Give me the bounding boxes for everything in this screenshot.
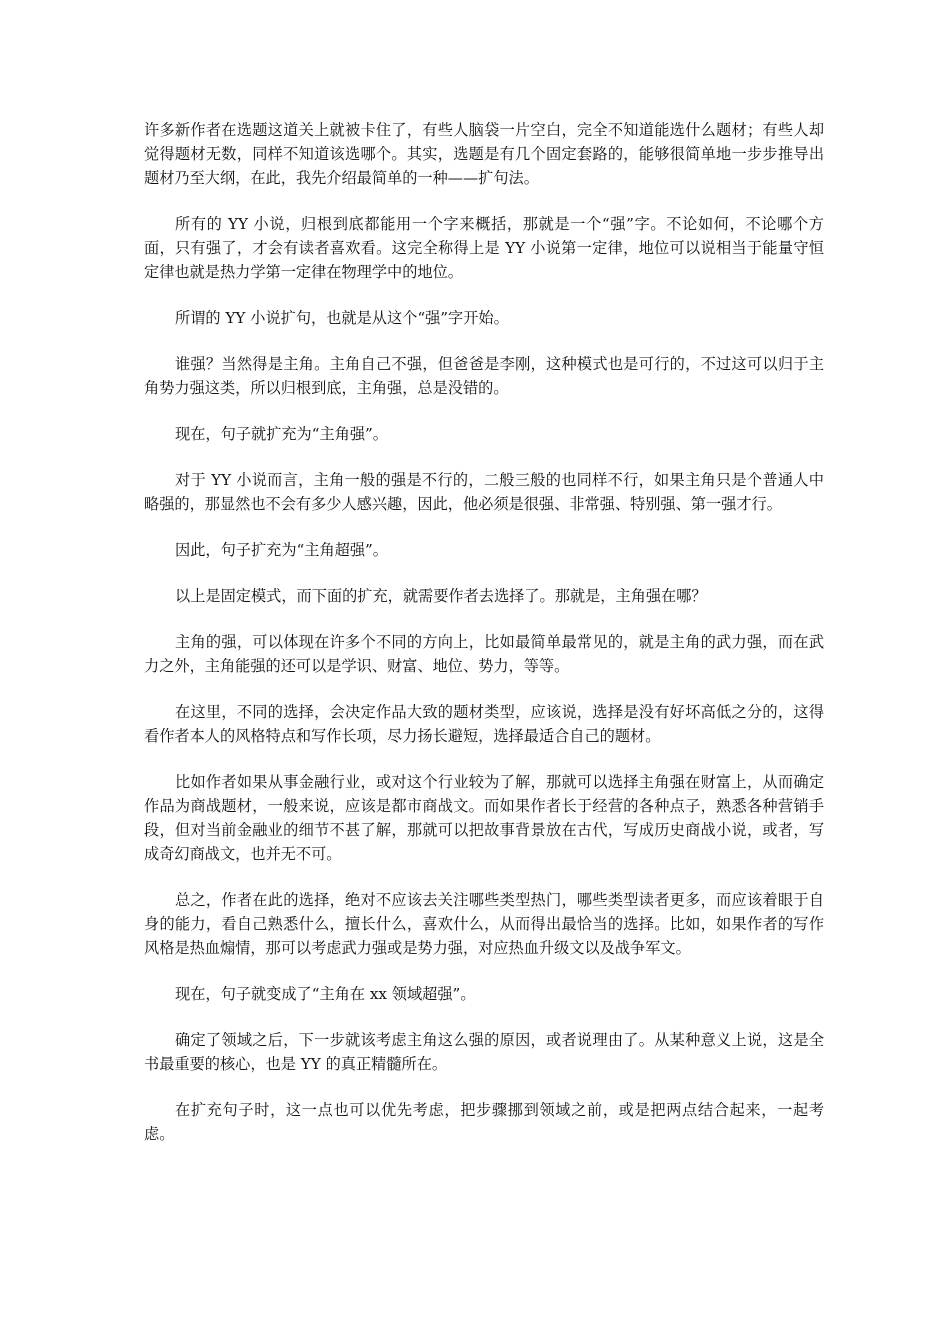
paragraph-15: 在扩充句子时，这一点也可以优先考虑，把步骤挪到领域之前，或是把两点结合起来，一起考虑。	[144, 1101, 824, 1143]
document-body	[144, 118, 824, 1168]
paragraph-4: 谁强？当然得是主角。主角自己不强，但爸爸是李刚，这种模式也是可行的，不过这可以归于主角势力强这类，所以归根到底，主角强，总是没错的。	[144, 355, 824, 397]
paragraph-7: 因此，句子扩充为“主角超强”。	[175, 541, 388, 559]
paragraph-8: 以上是固定模式，而下面的扩充，就需要作者去选择了。那就是，主角强在哪？	[175, 587, 707, 605]
paragraph-14: 确定了领域之后，下一步就该考虑主角这么强的原因，或者说理由了。从某种意义上说，这是全书最重要的核心，也是 YY 的真正精髓所在。	[144, 1031, 824, 1073]
paragraph-10: 在这里，不同的选择，会决定作品大致的题材类型，应该说，选择是没有好坏高低之分的，这得看作者本人的风格特点和写作长项，尽力扬长避短，选择最适合自己的题材。	[144, 703, 824, 745]
paragraph-13: 现在，句子就变成了“主角在 xx 领域超强”。	[175, 985, 476, 1003]
paragraph-9: 主角的强，可以体现在许多个不同的方向上，比如最简单最常见的，就是主角的武力强，而在武力之外，主角能强的还可以是学识、财富、地位、势力，等等。	[144, 633, 824, 675]
paragraph-2: 所有的 YY 小说，归根到底都能用一个字来概括，那就是一个“强”字。不论如何，不论哪个方面，只有强了，才会有读者喜欢看。这完全称得上是 YY 小说第一定律，地位可以说相当于能量守恒定律也就是热力学第一定律在物理学中的地位。	[144, 215, 824, 281]
paragraph-12: 总之，作者在此的选择，绝对不应该去关注哪些类型热门，哪些类型读者更多，而应该着眼于自身的能力，看自己熟悉什么，擅长什么，喜欢什么，从而得出最恰当的选择。比如，如果作者的写作风格是热血煽情，那可以考虑武力强或是势力强，对应热血升级文以及战争军文。	[144, 891, 824, 957]
paragraph-5: 现在，句子就扩充为“主角强”。	[175, 425, 388, 443]
paragraph-3: 所谓的 YY 小说扩句，也就是从这个“强”字开始。	[175, 309, 509, 327]
paragraph-11: 比如作者如果从事金融行业，或对这个行业较为了解，那就可以选择主角强在财富上，从而确定作品为商战题材，一般来说，应该是都市商战文。而如果作者长于经营的各种点子，熟悉各种营销手段，但对当前金融业的细节不甚了解，那就可以把故事背景放在古代，写成历史商战小说，或者，写成奇幻商战文，也并无不可。	[144, 773, 824, 863]
paragraph-1: 许多新作者在选题这道关上就被卡住了，有些人脑袋一片空白，完全不知道能选什么题材；有些人却觉得题材无数，同样不知道该选哪个。其实，选题是有几个固定套路的，能够很简单地一步步推导出题材乃至大纲，在此，我先介绍最简单的一种——扩句法。	[144, 121, 824, 187]
paragraph-6: 对于 YY 小说而言，主角一般的强是不行的，二般三般的也同样不行，如果主角只是个普通人中略强的，那显然也不会有多少人感兴趣，因此，他必须是很强、非常强、特别强、第一强才行。	[144, 471, 824, 513]
